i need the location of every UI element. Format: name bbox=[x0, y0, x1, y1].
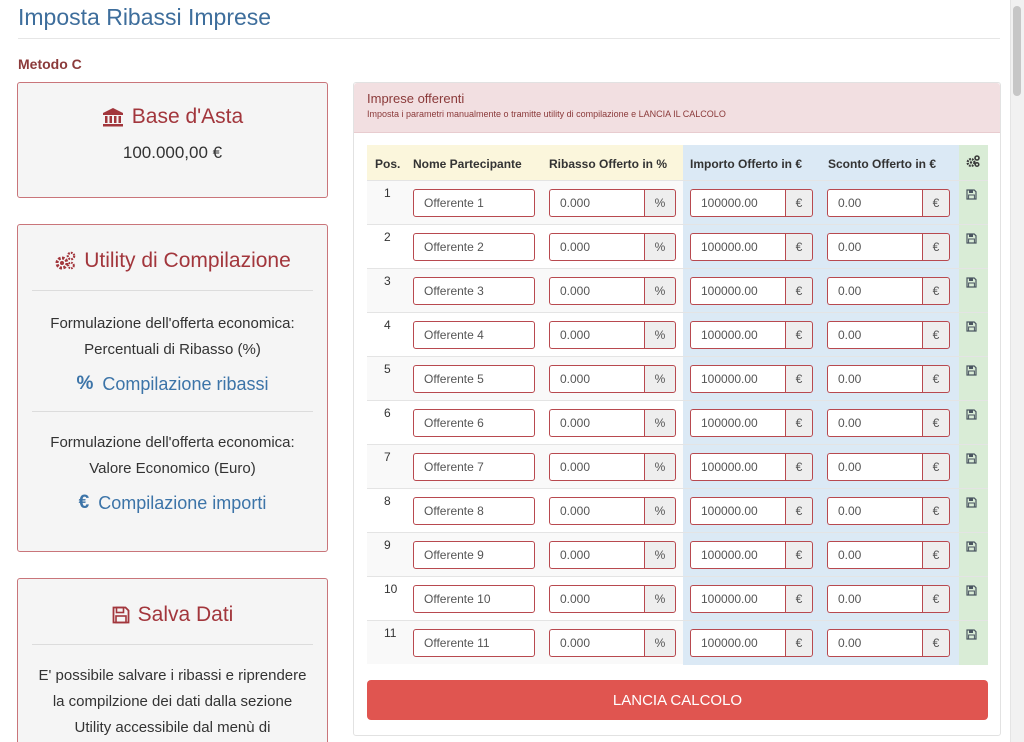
euro-addon: € bbox=[785, 585, 813, 613]
ribasso-input[interactable]: 0.000 bbox=[549, 365, 644, 393]
row-separator bbox=[367, 356, 988, 357]
importo-input-group bbox=[690, 585, 813, 613]
partecipante-name-input[interactable]: Offerente 6 bbox=[413, 409, 535, 437]
sconto-input[interactable]: 0.00 bbox=[827, 541, 922, 569]
sconto-input-group bbox=[827, 497, 950, 525]
percent-addon: % bbox=[644, 453, 676, 481]
header-pos: Pos. bbox=[375, 157, 401, 171]
partecipante-name-input[interactable]: Offerente 9 bbox=[413, 541, 535, 569]
ribasso-input-group bbox=[549, 541, 676, 569]
euro-addon: € bbox=[785, 365, 813, 393]
sconto-input-group bbox=[827, 585, 950, 613]
save-row-icon[interactable] bbox=[966, 363, 977, 381]
table-row bbox=[367, 268, 988, 312]
importo-input-group bbox=[690, 409, 813, 437]
save-row-icon[interactable] bbox=[966, 187, 977, 205]
ribasso-input[interactable]: 0.000 bbox=[549, 497, 644, 525]
save-row-icon[interactable] bbox=[966, 627, 977, 645]
row-separator bbox=[367, 444, 988, 445]
utility-divider-2 bbox=[32, 411, 313, 412]
partecipante-name-input[interactable]: Offerente 10 bbox=[413, 585, 535, 613]
table-row bbox=[367, 400, 988, 444]
sconto-input[interactable]: 0.00 bbox=[827, 277, 922, 305]
sconto-input[interactable]: 0.00 bbox=[827, 629, 922, 657]
importo-input[interactable]: 100000.00 bbox=[690, 453, 785, 481]
compilazione-importi-link[interactable] bbox=[18, 492, 327, 514]
table-row bbox=[367, 488, 988, 532]
ribasso-input-group bbox=[549, 453, 676, 481]
euro-addon: € bbox=[922, 365, 950, 393]
euro-addon: € bbox=[922, 541, 950, 569]
partecipante-name-input[interactable]: Offerente 7 bbox=[413, 453, 535, 481]
save-row-icon[interactable] bbox=[966, 583, 977, 601]
importo-input[interactable]: 100000.00 bbox=[690, 189, 785, 217]
ribasso-input[interactable]: 0.000 bbox=[549, 453, 644, 481]
percent-addon: % bbox=[644, 629, 676, 657]
header-importo: Importo Offerto in € bbox=[690, 157, 802, 171]
sconto-input-group bbox=[827, 365, 950, 393]
euro-addon: € bbox=[922, 585, 950, 613]
save-row-icon[interactable] bbox=[966, 451, 977, 469]
ribasso-input[interactable]: 0.000 bbox=[549, 629, 644, 657]
percent-addon: % bbox=[644, 541, 676, 569]
sconto-input-group bbox=[827, 277, 950, 305]
salva-dati-text-2: la compilzione dei dati dalla sezione bbox=[52, 693, 293, 710]
ribasso-input[interactable]: 0.000 bbox=[549, 409, 644, 437]
euro-addon: € bbox=[922, 453, 950, 481]
table-row bbox=[367, 620, 988, 664]
row-pos: 5 bbox=[384, 362, 391, 376]
euro-addon: € bbox=[922, 497, 950, 525]
utility-title: Utility di Compilazione bbox=[84, 249, 291, 272]
header-ribasso: Ribasso Offerto in % bbox=[549, 157, 668, 171]
save-row-icon[interactable] bbox=[966, 407, 977, 425]
partecipante-name-input[interactable]: Offerente 4 bbox=[413, 321, 535, 349]
importo-input[interactable]: 100000.00 bbox=[690, 497, 785, 525]
euro-addon: € bbox=[785, 277, 813, 305]
euro-icon: € bbox=[78, 492, 90, 513]
ribasso-input-group bbox=[549, 189, 676, 217]
table-row bbox=[367, 312, 988, 356]
base-asta-panel bbox=[17, 82, 328, 198]
ribasso-input[interactable]: 0.000 bbox=[549, 585, 644, 613]
salva-dati-panel bbox=[17, 578, 328, 742]
save-row-icon[interactable] bbox=[966, 319, 977, 337]
importo-input[interactable]: 100000.00 bbox=[690, 365, 785, 393]
save-row-icon[interactable] bbox=[966, 539, 977, 557]
row-pos: 7 bbox=[384, 450, 391, 464]
euro-addon: € bbox=[922, 409, 950, 437]
compilazione-ribassi-link[interactable] bbox=[18, 373, 327, 395]
compilazione-importi-label: Compilazione importi bbox=[98, 492, 267, 513]
utility-text-1b: Percentuali di Ribasso (%) bbox=[84, 341, 261, 358]
offerenti-card bbox=[353, 82, 1001, 736]
row-pos: 6 bbox=[384, 406, 391, 420]
ribasso-input-group bbox=[549, 497, 676, 525]
row-pos: 10 bbox=[384, 582, 398, 596]
importo-input[interactable]: 100000.00 bbox=[690, 321, 785, 349]
page-title: Imposta Ribassi Imprese bbox=[18, 4, 272, 30]
salva-dati-divider bbox=[32, 644, 313, 645]
importo-input-group bbox=[690, 365, 813, 393]
euro-addon: € bbox=[785, 321, 813, 349]
header-gears-icon bbox=[966, 155, 980, 171]
partecipante-name-input[interactable]: Offerente 2 bbox=[413, 233, 535, 261]
salva-dati-text-1: E' possibile salvare i ribassi e riprendere bbox=[38, 667, 307, 684]
utility-text-2a: Formulazione dell'offerta economica: bbox=[50, 434, 295, 451]
ribasso-input-group bbox=[549, 409, 676, 437]
euro-addon: € bbox=[785, 189, 813, 217]
importo-input[interactable]: 100000.00 bbox=[690, 277, 785, 305]
ribasso-input-group bbox=[549, 629, 676, 657]
title-divider bbox=[18, 38, 1000, 39]
euro-addon: € bbox=[785, 497, 813, 525]
percent-addon: % bbox=[644, 189, 676, 217]
salva-dati-title: Salva Dati bbox=[137, 603, 234, 626]
method-label: Metodo C bbox=[18, 56, 82, 72]
sconto-input[interactable]: 0.00 bbox=[827, 585, 922, 613]
scrollbar-thumb[interactable] bbox=[1013, 6, 1021, 96]
utility-text-1a: Formulazione dell'offerta economica: bbox=[50, 315, 295, 332]
header-sconto: Sconto Offerto in € bbox=[828, 157, 936, 171]
partecipante-name-input[interactable]: Offerente 8 bbox=[413, 497, 535, 525]
sconto-input[interactable]: 0.00 bbox=[827, 497, 922, 525]
ribasso-input[interactable]: 0.000 bbox=[549, 321, 644, 349]
save-row-icon[interactable] bbox=[966, 231, 977, 249]
sconto-input-group bbox=[827, 541, 950, 569]
euro-addon: € bbox=[922, 629, 950, 657]
percent-addon: % bbox=[644, 585, 676, 613]
partecipante-name-input[interactable]: Offerente 11 bbox=[413, 629, 535, 657]
sconto-input[interactable]: 0.00 bbox=[827, 189, 922, 217]
ribasso-input-group bbox=[549, 585, 676, 613]
salva-dati-text-3: Utility accessibile dal menù di bbox=[74, 719, 271, 736]
lancia-calcolo-button[interactable]: LANCIA CALCOLO bbox=[367, 680, 988, 720]
euro-addon: € bbox=[922, 189, 950, 217]
sconto-input[interactable]: 0.00 bbox=[827, 233, 922, 261]
sconto-input-group bbox=[827, 453, 950, 481]
row-separator bbox=[367, 576, 988, 577]
ribasso-input[interactable]: 0.000 bbox=[549, 541, 644, 569]
euro-addon: € bbox=[785, 453, 813, 481]
sconto-input-group bbox=[827, 321, 950, 349]
importo-input[interactable]: 100000.00 bbox=[690, 409, 785, 437]
compilazione-ribassi-label: Compilazione ribassi bbox=[102, 373, 269, 394]
header-name: Nome Partecipante bbox=[413, 157, 522, 171]
euro-addon: € bbox=[785, 629, 813, 657]
row-separator bbox=[367, 532, 988, 533]
table-row bbox=[367, 576, 988, 620]
table-row bbox=[367, 180, 988, 224]
utility-divider-1 bbox=[32, 290, 313, 291]
salva-dati-title-row bbox=[18, 601, 327, 629]
euro-addon: € bbox=[922, 233, 950, 261]
importo-input-group bbox=[690, 497, 813, 525]
sconto-input[interactable]: 0.00 bbox=[827, 409, 922, 437]
euro-addon: € bbox=[785, 233, 813, 261]
row-separator bbox=[367, 488, 988, 489]
offerenti-subtitle: Imposta i parametri manualmente o tramitte utility di compilazione e LANCIA IL CALCOLO bbox=[367, 109, 726, 119]
row-separator bbox=[367, 620, 988, 621]
importo-input[interactable]: 100000.00 bbox=[690, 541, 785, 569]
row-pos: 4 bbox=[384, 318, 391, 332]
base-asta-value: 100.000,00 € bbox=[122, 143, 223, 162]
row-pos: 8 bbox=[384, 494, 391, 508]
bank-icon bbox=[102, 107, 124, 127]
sconto-input-group bbox=[827, 629, 950, 657]
importo-input-group bbox=[690, 453, 813, 481]
percent-icon: % bbox=[76, 373, 94, 394]
row-separator bbox=[367, 400, 988, 401]
importo-input[interactable]: 100000.00 bbox=[690, 233, 785, 261]
row-separator bbox=[367, 312, 988, 313]
partecipante-name-input[interactable]: Offerente 1 bbox=[413, 189, 535, 217]
ribasso-input-group bbox=[549, 365, 676, 393]
ribasso-input-group bbox=[549, 233, 676, 261]
percent-addon: % bbox=[644, 497, 676, 525]
percent-addon: % bbox=[644, 365, 676, 393]
offerenti-title: Imprese offerenti bbox=[367, 91, 465, 106]
ribasso-input[interactable]: 0.000 bbox=[549, 233, 644, 261]
euro-addon: € bbox=[785, 541, 813, 569]
percent-addon: % bbox=[644, 409, 676, 437]
row-pos: 3 bbox=[384, 274, 391, 288]
ribasso-input[interactable]: 0.000 bbox=[549, 277, 644, 305]
importo-input-group bbox=[690, 189, 813, 217]
row-pos: 1 bbox=[384, 186, 391, 200]
importo-input[interactable]: 100000.00 bbox=[690, 629, 785, 657]
sconto-input[interactable]: 0.00 bbox=[827, 453, 922, 481]
utility-panel bbox=[17, 224, 328, 552]
partecipante-name-input[interactable]: Offerente 3 bbox=[413, 277, 535, 305]
row-pos: 2 bbox=[384, 230, 391, 244]
utility-text-2b: Valore Economico (Euro) bbox=[89, 460, 256, 477]
table-row bbox=[367, 224, 988, 268]
table-row bbox=[367, 532, 988, 576]
importo-input-group bbox=[690, 277, 813, 305]
table-header bbox=[367, 145, 988, 180]
euro-addon: € bbox=[922, 321, 950, 349]
row-pos: 11 bbox=[384, 626, 397, 640]
ribasso-input[interactable]: 0.000 bbox=[549, 189, 644, 217]
sconto-input-group bbox=[827, 233, 950, 261]
base-asta-title: Base d'Asta bbox=[131, 105, 244, 128]
ribasso-input-group bbox=[549, 321, 676, 349]
sconto-input-group bbox=[827, 409, 950, 437]
percent-addon: % bbox=[644, 321, 676, 349]
sconto-input[interactable]: 0.00 bbox=[827, 321, 922, 349]
row-pos: 9 bbox=[384, 538, 391, 552]
euro-addon: € bbox=[785, 409, 813, 437]
importo-input-group bbox=[690, 233, 813, 261]
save-row-icon[interactable] bbox=[966, 275, 977, 293]
ribasso-input-group bbox=[549, 277, 676, 305]
importo-input[interactable]: 100000.00 bbox=[690, 585, 785, 613]
partecipante-name-input[interactable]: Offerente 5 bbox=[413, 365, 535, 393]
euro-addon: € bbox=[922, 277, 950, 305]
row-separator bbox=[367, 224, 988, 225]
sconto-input[interactable]: 0.00 bbox=[827, 365, 922, 393]
utility-title-row bbox=[18, 247, 327, 275]
base-asta-title-row bbox=[18, 105, 327, 129]
page-scrollbar[interactable] bbox=[1010, 0, 1024, 742]
table-row bbox=[367, 356, 988, 400]
table-row bbox=[367, 444, 988, 488]
sconto-input-group bbox=[827, 189, 950, 217]
importo-input-group bbox=[690, 541, 813, 569]
importo-input-group bbox=[690, 629, 813, 657]
save-row-icon[interactable] bbox=[966, 495, 977, 513]
gears-icon bbox=[54, 251, 76, 271]
offerenti-header bbox=[354, 83, 1000, 133]
importo-input-group bbox=[690, 321, 813, 349]
row-separator bbox=[367, 180, 988, 181]
row-separator bbox=[367, 268, 988, 269]
percent-addon: % bbox=[644, 277, 676, 305]
floppy-icon bbox=[112, 606, 130, 624]
percent-addon: % bbox=[644, 233, 676, 261]
